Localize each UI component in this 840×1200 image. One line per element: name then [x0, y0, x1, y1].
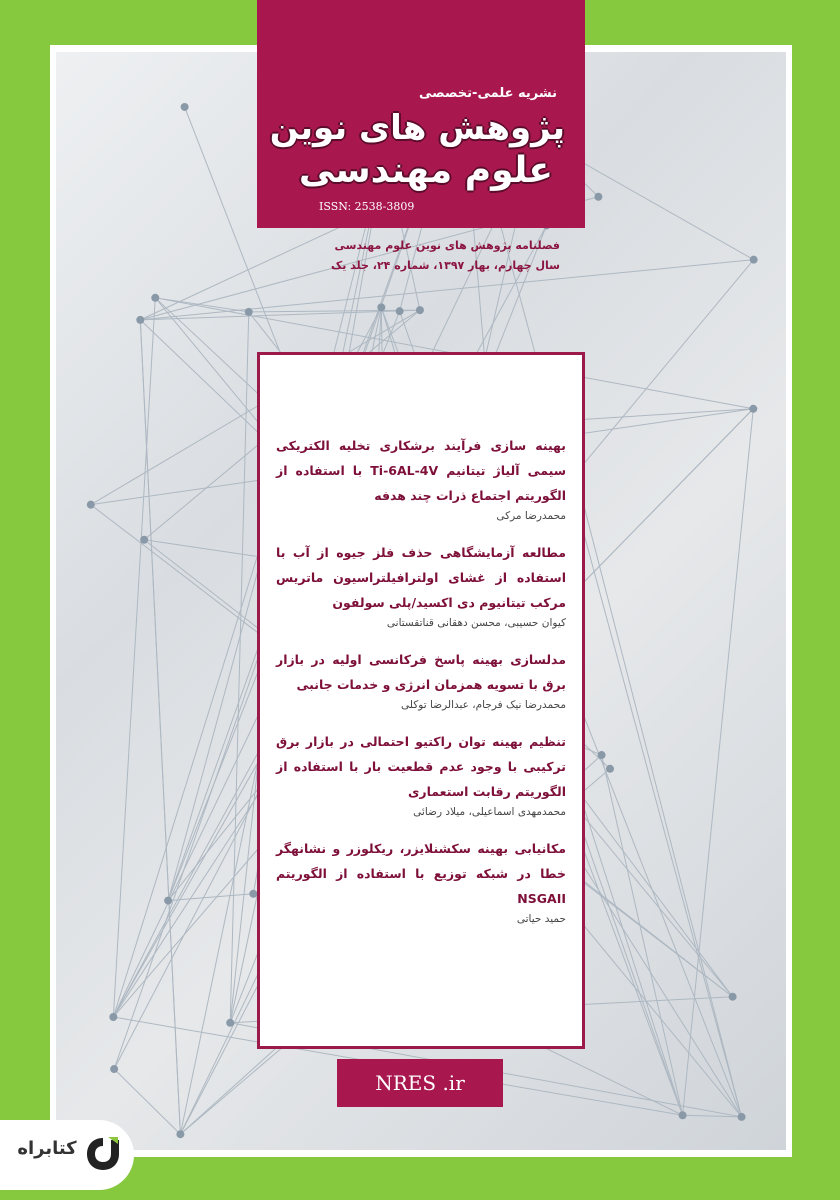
article-title: بهینه سازی فرآیند برشکاری تخلیه الکتریکی سیمی آلیاژ تیتانیم Ti-6AL-4V با استفاده از الگوریتم اجتماع ذرات چند هدفه [276, 438, 567, 503]
network-node [598, 751, 606, 759]
network-node [396, 307, 404, 315]
website-label[interactable]: NRES .ir [337, 1059, 503, 1107]
network-link [140, 320, 180, 1134]
network-node [750, 256, 758, 264]
journal-title-line1: پژوهش های نوین [269, 108, 565, 148]
article-entry[interactable] [276, 647, 566, 713]
network-node [606, 765, 614, 773]
network-link [155, 298, 248, 312]
network-node [594, 193, 602, 201]
quarterly-name: فصلنامه پژوهش های نوین علوم مهندسی [334, 239, 560, 252]
issn-number: ISSN: 2538-3809 [319, 200, 415, 213]
article-authors: محمدرضا مرکی [496, 510, 566, 522]
network-link [114, 1069, 180, 1134]
network-node [164, 897, 172, 905]
article-title: مدلسازی بهینه پاسخ فرکانسی اولیه در بازار برق با تسویه همزمان انرژی و خدمات جانبی [276, 652, 566, 692]
ketabrah-watermark[interactable] [0, 1120, 134, 1190]
network-node [679, 1111, 687, 1119]
network-node [245, 308, 253, 316]
network-link [113, 298, 155, 1017]
article-authors: محمدمهدی اسماعیلی، میلاد رضائی [413, 806, 566, 818]
journal-title-line2: علوم مهندسی [298, 150, 553, 191]
network-node [140, 536, 148, 544]
network-node [87, 501, 95, 509]
article-authors: محمدرضا نیک فرجام، عبدالرضا توکلی [401, 699, 566, 711]
network-node [738, 1113, 746, 1121]
article-entry[interactable] [276, 729, 566, 820]
article-authors: حمید حیاتی [516, 913, 566, 925]
network-link [230, 312, 249, 1023]
table-of-contents [257, 352, 585, 1049]
watermark-label: کتابراه [17, 1138, 77, 1159]
network-node [749, 405, 757, 413]
network-node [377, 303, 385, 311]
article-title: مکانیابی بهینه سکشنلایزر، ریکلوزر و نشانهگر خطا در شبکه توزیع با استفاده از الگوریتم NSGAII [276, 841, 566, 906]
article-title: تنظیم بهینه توان راکتیو احتمالی در بازار برق ترکیبی با وجود عدم قطعیت بار با استفاده از الگوریتم رقابت استعماری [276, 734, 566, 799]
article-authors: کیوان حسیبی، محسن دهقانی قناتقستانی [386, 617, 566, 629]
article-title: مطالعه آزمایشگاهی حذف فلز جیوه از آب با استفاده از غشای اولترافیلتراسیون ماتریس مرکب تیتانیوم دی اکسید/پلی سولفون [276, 545, 566, 610]
network-node [181, 103, 189, 111]
ketabrah-logo-icon [84, 1135, 122, 1173]
publication-info [305, 236, 560, 276]
article-entry[interactable] [276, 836, 566, 927]
journal-masthead [257, 0, 585, 228]
network-node [416, 306, 424, 314]
network-node [151, 294, 159, 302]
network-node [729, 993, 737, 1001]
article-entry[interactable] [276, 540, 566, 631]
network-node [110, 1065, 118, 1073]
journal-type-label: نشریه علمی-تخصصی [419, 86, 557, 101]
network-node [109, 1013, 117, 1021]
network-node [226, 1019, 234, 1027]
article-entry[interactable] [276, 433, 566, 524]
network-link [683, 409, 754, 1115]
issue-info: سال چهارم، بهار ۱۳۹۷، شماره ۲۴، جلد یک [330, 259, 560, 272]
network-node [136, 316, 144, 324]
network-node [176, 1130, 184, 1138]
